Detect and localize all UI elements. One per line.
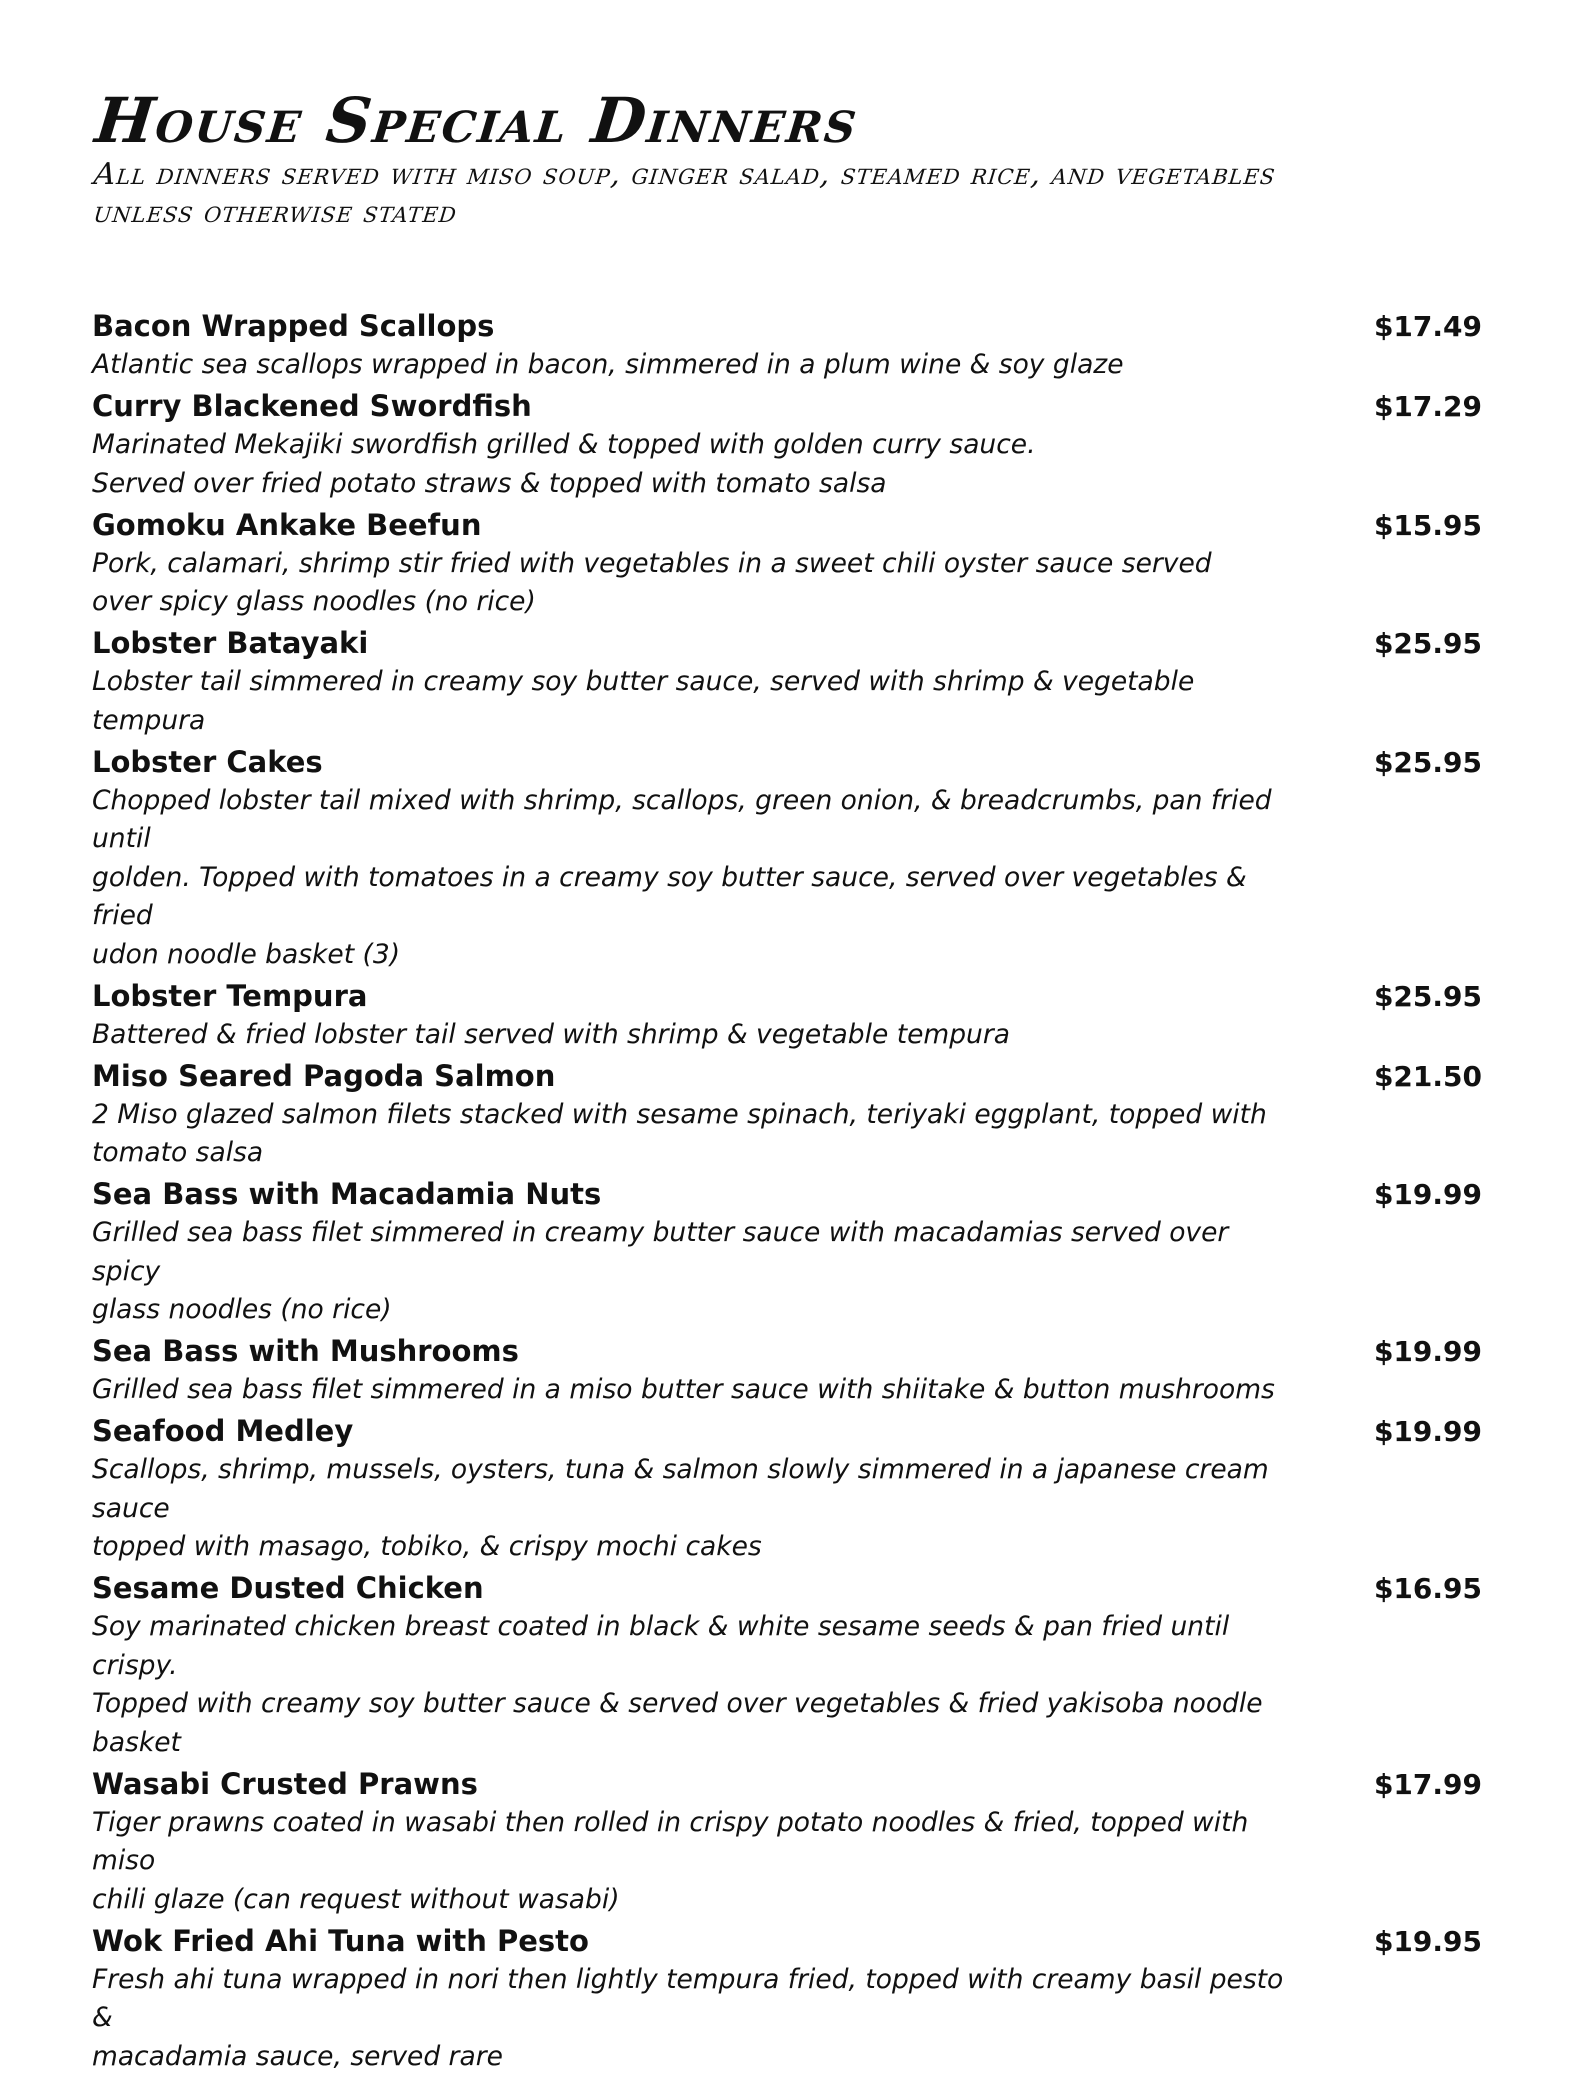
item-price: $19.95	[1373, 1924, 1482, 1958]
item-price: $19.99	[1373, 1415, 1482, 1448]
menu-item	[92, 1568, 1482, 1762]
subtitle-line-2: unless otherwise stated	[92, 195, 459, 230]
item-price: $17.49	[1373, 310, 1482, 343]
item-price: $21.50	[1373, 1059, 1482, 1093]
item-price: $19.99	[1373, 1178, 1482, 1211]
item-name: Curry Blackened Swordfish	[92, 389, 532, 423]
item-description: Grilled sea bass filet simmered in creamy butter sauce with macadamias served over spicy glass noodles (no rice)	[92, 1217, 1229, 1325]
menu-item	[92, 1056, 1482, 1173]
item-description: Atlantic sea scallops wrapped in bacon, simmered in a plum wine & soy glaze	[92, 349, 1124, 380]
subtitle-line-1: All dinners served with miso soup, ginger salad, steamed rice, and vegetables	[92, 157, 1278, 192]
item-description: Scallops, shrimp, mussels, oysters, tuna & salmon slowly simmered in a japanese cream sauce topped with masago, tobiko, & crispy mochi cakes	[92, 1454, 1269, 1562]
item-description: Fresh ahi tuna wrapped in nori then lightly tempura fried, topped with creamy basil pesto & macadamia sauce, served rare	[92, 1963, 1284, 2072]
menu-item	[92, 623, 1482, 740]
item-description: Tiger prawns coated in wasabi then rolled in crispy potato noodles & fried, topped with miso chili glaze (can request without wasabi)	[92, 1806, 1249, 1915]
item-description: Pork, calamari, shrimp stir fried with vegetables in a sweet chili oyster sauce served over spicy glass noodles (no rice)	[92, 547, 1212, 617]
item-price: $25.95	[1373, 627, 1482, 660]
item-price: $25.95	[1373, 745, 1482, 779]
item-name: Sesame Dusted Chicken	[92, 1571, 484, 1605]
item-name: Bacon Wrapped Scallops	[92, 309, 495, 343]
menu-item	[92, 742, 1482, 975]
menu-item	[92, 505, 1482, 622]
page-title: House Special Dinners	[91, 84, 862, 157]
item-price: $16.95	[1373, 1572, 1482, 1605]
item-description: Marinated Mekajiki swordfish grilled & topped with golden curry sauce. Served over fried potato straws & topped with tomato salsa	[92, 429, 1036, 499]
item-name: Gomoku Ankake Beefun	[92, 507, 482, 542]
menu-item	[92, 1764, 1482, 1920]
item-name: Lobster Tempura	[92, 978, 368, 1013]
menu-header	[92, 86, 1492, 232]
item-price: $17.99	[1373, 1767, 1482, 1801]
item-price: $19.99	[1373, 1335, 1482, 1368]
item-description: Grilled sea bass filet simmered in a miso butter sauce with shiitake & button mushrooms	[92, 1374, 1275, 1405]
item-name: Sea Bass with Mushrooms	[92, 1334, 519, 1368]
item-price: $25.95	[1373, 979, 1482, 1013]
menu-item	[92, 1921, 1482, 2077]
item-name: Sea Bass with Macadamia Nuts	[92, 1177, 602, 1211]
menu-item	[92, 306, 1482, 385]
item-description: 2 Miso glazed salmon filets stacked with sesame spinach, teriyaki eggplant, topped with tomato salsa	[92, 1098, 1267, 1168]
menu-item	[92, 1411, 1482, 1567]
menu-item	[92, 386, 1482, 503]
item-name: Wasabi Crusted Prawns	[92, 1766, 478, 1801]
menu-item	[92, 1331, 1482, 1410]
menu-item	[92, 976, 1482, 1055]
item-name: Miso Seared Pagoda Salmon	[92, 1058, 556, 1093]
item-name: Lobster Cakes	[92, 744, 323, 779]
item-description: Lobster tail simmered in creamy soy butter sauce, served with shrimp & vegetable tempura	[92, 666, 1195, 736]
item-name: Seafood Medley	[92, 1414, 354, 1448]
menu-list	[92, 306, 1482, 2078]
item-price: $15.95	[1373, 508, 1482, 542]
item-name: Wok Fried Ahi Tuna with Pesto	[92, 1923, 589, 1958]
item-description: Chopped lobster tail mixed with shrimp, scallops, green onion, & breadcrumbs, pan fried until golden. Topped with tomatoes in a creamy soy butter sauce, served over vegetables & fried udon noodle basket (3)	[92, 784, 1272, 970]
item-price: $17.29	[1373, 390, 1482, 423]
item-description: Soy marinated chicken breast coated in black & white sesame seeds & pan fried until crispy. Topped with creamy soy butter sauce & served over vegetables & fried yakisoba noodle basket	[92, 1611, 1263, 1758]
item-name: Lobster Batayaki	[92, 626, 369, 660]
menu-item	[92, 1174, 1482, 1330]
item-description: Battered & fried lobster tail served with shrimp & vegetable tempura	[92, 1018, 1010, 1050]
